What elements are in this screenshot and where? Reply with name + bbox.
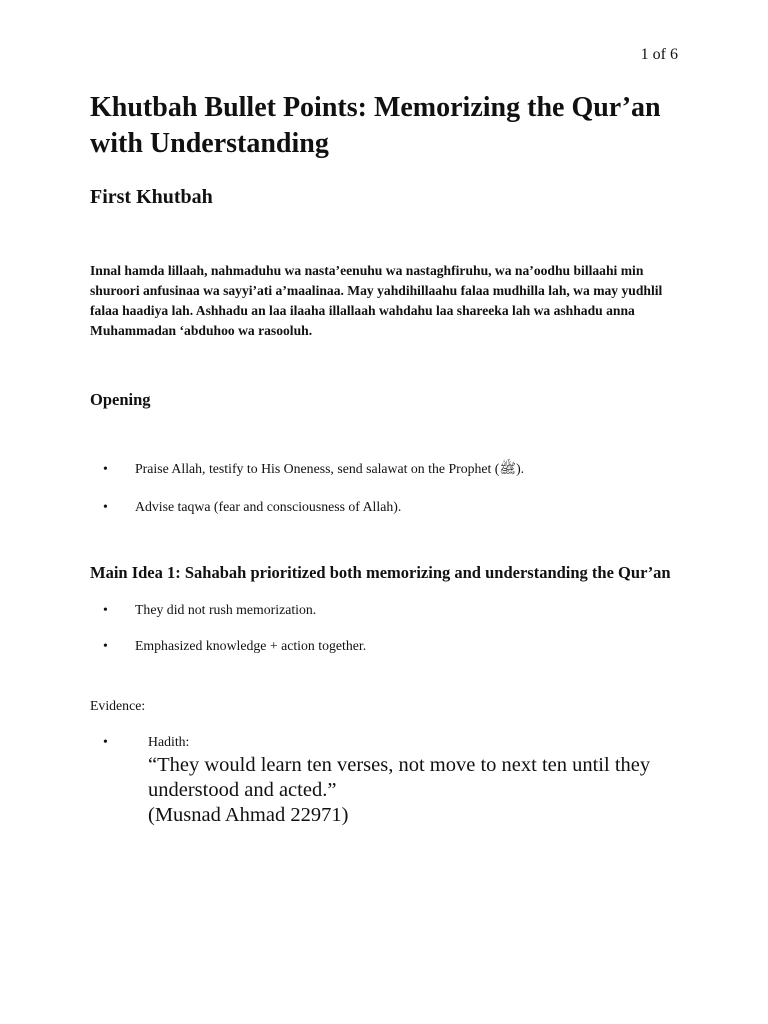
hadith-list-item — [90, 733, 680, 828]
hadith-label: • Hadith: — [148, 734, 190, 749]
list-item: • Praise Allah, testify to His Oneness, send salawat on the Prophet (ﷺ). — [90, 460, 680, 478]
document-title: Khutbah Bullet Points: Memorizing the Qur’an with Understanding — [90, 92, 661, 159]
evidence-bullet-list — [90, 733, 680, 828]
opening-heading: Opening — [90, 390, 151, 409]
list-item: • They did not rush memorization. — [90, 601, 680, 619]
document-body — [90, 90, 680, 828]
opening-dua-paragraph: Innal hamda lillaah, nahmaduhu wa nasta’eenuhu wa nastaghfiruhu, wa na’oodhu billaahi min shuroori anfusinaa wa sayyi’ati a’maalinaa. May yahdihillaahu falaa mudhilla lah, wa may yudhlil falaa haadiya lah. Ashhadu an laa ilaaha illallaah wahdahu laa shareeka lah wa ashhadu anna Muhammadan ‘abduhoo wa rasooluh. — [90, 263, 663, 338]
main-idea-1-heading: Main Idea 1: Sahabah prioritized both memorizing and understanding the Qur’an — [90, 563, 671, 582]
list-item: • Emphasized knowledge + action together. — [90, 637, 680, 655]
hadith-quote: “They would learn ten verses, not move to next ten until they understood and acted.” — [148, 754, 651, 801]
section-heading: First Khutbah — [90, 186, 213, 208]
main-idea-1-bullet-list — [90, 601, 680, 655]
opening-bullet-list — [90, 460, 680, 516]
hadith-reference: (Musnad Ahmad 22971) — [148, 804, 349, 826]
evidence-label: Evidence: — [90, 698, 146, 713]
list-item: • Advise taqwa (fear and consciousness of Allah). — [90, 498, 680, 516]
page-number: 1 of 6 — [640, 46, 678, 63]
